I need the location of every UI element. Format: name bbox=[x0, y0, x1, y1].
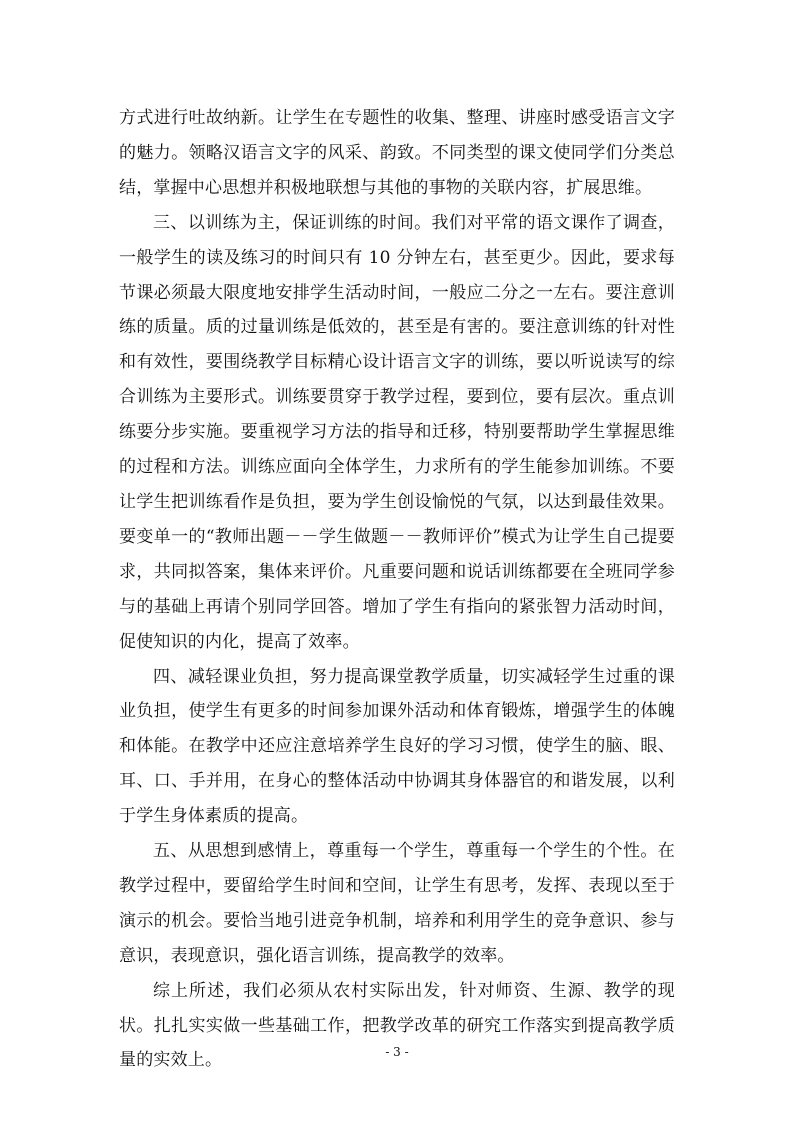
paragraph-intro-continued: 方式进行吐故纳新。让学生在专题性的收集、整理、讲座时感受语言文字的魅力。领略汉语言文字的风采、韵致。不同类型的课文使同学们分类总结，掌握中心思想并积极地联想与其他的事物的关联内容，扩展思维。 bbox=[119, 108, 675, 198]
body-text bbox=[119, 101, 675, 1078]
page-number: - 3 - bbox=[385, 1045, 409, 1059]
paragraph-respect-students: 五、从思想到感情上，尊重每一个学生，尊重每一个学生的个性。在教学过程中，要留给学生时间和空间，让学生有思考，发挥、表现以至于演示的机会。要恰当地引进竞争机制，培养和利用学生的竞争意识、参与意识，表现意识，强化语言训练，提高教学的效率。 bbox=[119, 841, 675, 966]
paragraph-reduce-burden: 四、减轻课业负担，努力提高课堂教学质量，切实减轻学生过重的课业负担，使学生有更多的时间参加课外活动和体育锻炼，增强学生的体魄和体能。在教学中还应注意培养学生良好的学习习惯，使学生的脑、眼、耳、口、手并用，在身心的整体活动中协调其身体器官的和谐发展，以利于学生身体素质的提高。 bbox=[119, 666, 675, 827]
paragraph-conclusion: 综上所述，我们必须从农村实际出发，针对师资、生源、教学的现状。扎扎实实做一些基础工作，把教学改革的研究工作落实到提高教学质量的实效上。 bbox=[119, 980, 675, 1071]
paragraph-training: 三、以训练为主，保证训练的时间。我们对平常的语文课作了调查，一般学生的读及练习的时间只有 10 分钟左右，甚至更少。因此，要求每节课必须最大限度地安排学生活动时间，一般应二分之一左右。要注意训练的质量。质的过量训练是低效的，甚至是有害的。要注意训练的针对性和有效性，要围绕教学目标精心设计语言文字的训练，要以听说读写的综合训练为主要形式。训练要贯穿于教学过程，要到位，要有层次。重点训练要分步实施。要重视学习方法的指导和迁移，特别要帮助学生掌握思维的过程和方法。训练应面向全体学生，力求所有的学生能参加训练。不要让学生把训练看作是负担，要为学生创设愉悦的气氛，以达到最佳效果。要变单一的“教师出题－－学生做题－－教师评价”模式为让学生自己提要求，共同拟答案，集体来评价。凡重要问题和说话训练都要在全班同学参与的基础上再请个别同学回答。增加了学生有指向的紧张智力活动时间，促使知识的内化，提高了效率。 bbox=[119, 212, 675, 652]
